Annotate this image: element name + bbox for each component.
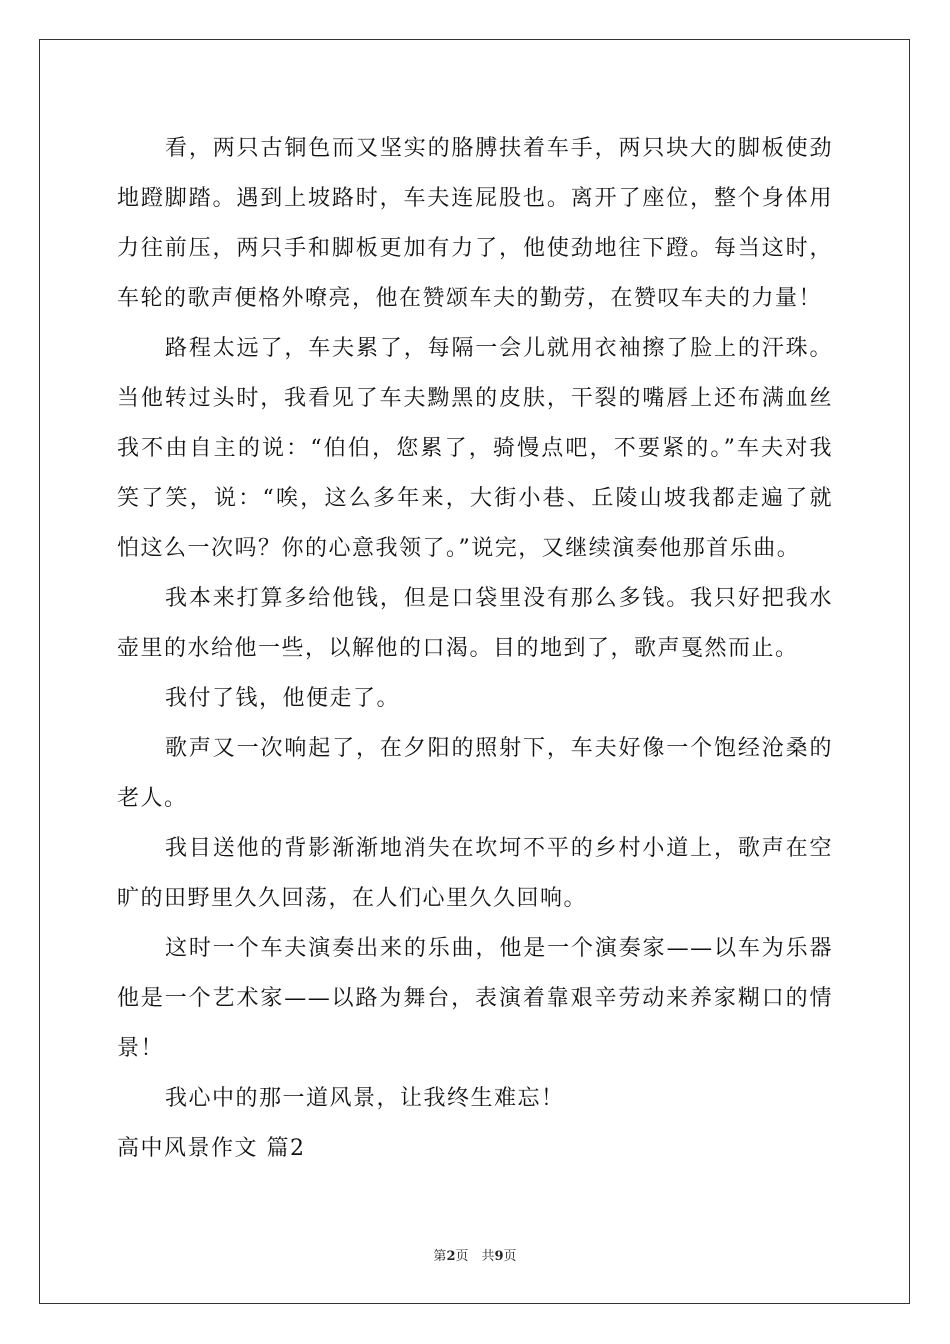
paragraph-4: 我付了钱，他便走了。: [165, 686, 401, 711]
paragraph-1: 看，两只古铜色而又坚实的胳膊扶着车手，两只块大的脚板使劲地蹬脚踏。遇到上坡路时，车夫连屁股也。离开了座位，整个身体用力往前压，两只手和脚板更加有力了，他使劲地往下蹬。每当这时，车轮的歌声便格外嘹亮，他在赞颂车夫的勤劳，在赞叹车夫的力量！: [117, 136, 833, 311]
page-number-mid: 页 共: [455, 1249, 495, 1264]
document-body: [117, 124, 833, 1174]
page-number-prefix: 第: [433, 1249, 447, 1264]
paragraph-6: 我目送他的背影渐渐地消失在坎坷不平的乡村小道上，歌声在空旷的田野里久久回荡，在人们心里久久回响。: [117, 836, 833, 911]
paragraph-5: 歌声又一次响起了，在夕阳的照射下，车夫好像一个饱经沧桑的老人。: [117, 736, 833, 811]
paragraph-2: 路程太远了，车夫累了，每隔一会儿就用衣袖擦了脸上的汗珠。当他转过头时，我看见了车夫黝黑的皮肤，干裂的嘴唇上还布满血丝我不由自主的说：“伯伯，您累了，骑慢点吧，不要紧的。”车夫对我笑了笑，说：“唉，这么多年来，大街小巷、丘陵山坡我都走遍了就怕这么一次吗？你的心意我领了。”说完，又继续演奏他那首乐曲。: [117, 336, 833, 561]
page-footer: [0, 1245, 950, 1264]
current-page-number: 2: [446, 1249, 456, 1264]
paragraph-8: 我心中的那一道风景，让我终生难忘！: [165, 1086, 565, 1111]
page-number-suffix: 页: [503, 1249, 517, 1264]
total-page-number: 9: [494, 1249, 504, 1264]
section-heading: 高中风景作文 篇2: [117, 1136, 306, 1161]
paragraph-3: 我本来打算多给他钱，但是口袋里没有那么多钱。我只好把我水壶里的水给他一些，以解他的口渴。目的地到了，歌声戛然而止。: [117, 586, 833, 661]
paragraph-7: 这时一个车夫演奏出来的乐曲，他是一个演奏家——以车为乐器他是一个艺术家——以路为舞台，表演着靠艰辛劳动来养家糊口的情景！: [117, 936, 833, 1061]
